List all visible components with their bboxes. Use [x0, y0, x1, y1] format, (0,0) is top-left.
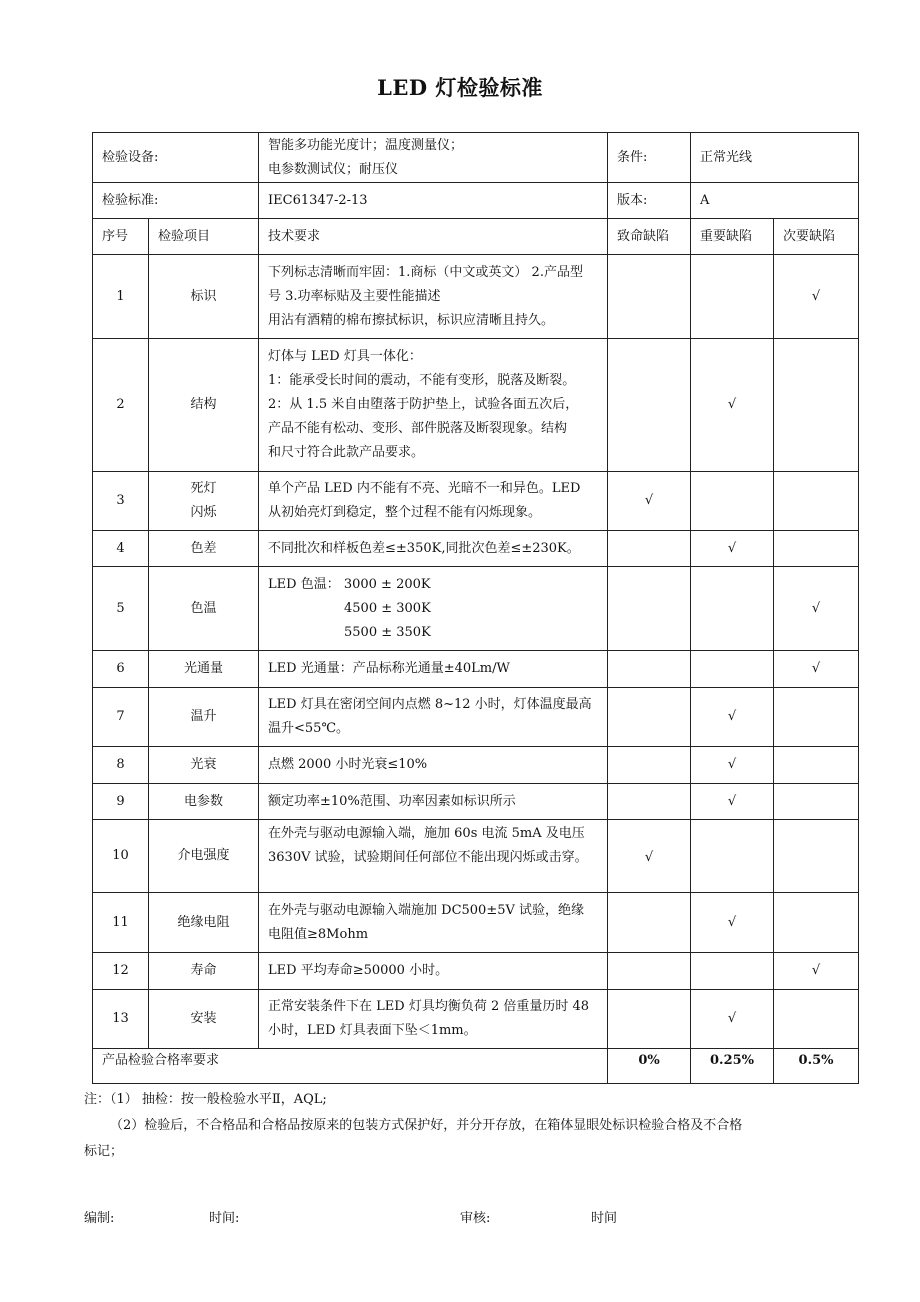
row-item: 色差	[149, 531, 259, 567]
critical-check	[608, 953, 691, 990]
summary-minor: 0.5%	[774, 1049, 859, 1084]
document-title: LED 灯检验标准	[377, 75, 543, 100]
equipment-row	[93, 133, 859, 183]
critical-check	[608, 990, 691, 1049]
row-no: 11	[93, 893, 149, 953]
summary-row	[93, 1049, 859, 1084]
row-requirement: 灯体与 LED 灯具一体化： 1：能承受长时间的震动，不能有变形，脱落及断裂。 2：从 1.5 米自由堕落于防护垫上，试验各面五次后， 产品不能有松动、变形、部件脱落及断裂现象。结构 和尺寸符合此款产品要求。	[259, 339, 608, 472]
row-no: 2	[93, 339, 149, 472]
col-major: 重要缺陷	[691, 219, 774, 255]
equipment-label: 检验设备:	[93, 133, 259, 183]
row-item: 介电强度	[149, 820, 259, 893]
row-item: 电参数	[149, 784, 259, 820]
col-requirement: 技术要求	[259, 219, 608, 255]
critical-check: √	[608, 820, 691, 893]
version-label: 版本:	[608, 183, 691, 219]
equipment-value: 智能多功能光度计；温度测量仪； 电参数测试仪；耐压仪	[259, 133, 608, 183]
row-item: 结构	[149, 339, 259, 472]
table-row	[93, 784, 859, 820]
col-minor: 次要缺陷	[774, 219, 859, 255]
inspection-table	[92, 132, 859, 1084]
row-requirement: 额定功率±10%范围、功率因素如标识所示	[259, 784, 608, 820]
row-no: 10	[93, 820, 149, 893]
minor-check	[774, 820, 859, 893]
table-row	[93, 820, 859, 893]
row-requirement: LED 色温： 3000 ± 200K 4500 ± 300K 5500 ± 350K	[259, 567, 608, 651]
minor-check: √	[774, 567, 859, 651]
critical-check	[608, 688, 691, 747]
row-item: 死灯 闪烁	[149, 472, 259, 531]
row-item: 光衰	[149, 747, 259, 784]
standard-label: 检验标准:	[93, 183, 259, 219]
minor-check	[774, 472, 859, 531]
minor-check: √	[774, 255, 859, 339]
table-row	[93, 531, 859, 567]
col-no: 序号	[93, 219, 149, 255]
row-requirement: LED 平均寿命≥50000 小时。	[259, 953, 608, 990]
major-check: √	[691, 893, 774, 953]
row-no: 7	[93, 688, 149, 747]
table-row	[93, 255, 859, 339]
summary-major: 0.25%	[691, 1049, 774, 1084]
col-critical: 致命缺陷	[608, 219, 691, 255]
row-item: 标识	[149, 255, 259, 339]
row-no: 4	[93, 531, 149, 567]
major-check: √	[691, 339, 774, 472]
table-row	[93, 339, 859, 472]
row-no: 6	[93, 651, 149, 688]
reviewed-time-label: 时间	[591, 1211, 618, 1226]
table-row	[93, 953, 859, 990]
row-no: 8	[93, 747, 149, 784]
summary-label: 产品检验合格率要求	[93, 1049, 608, 1084]
minor-check	[774, 747, 859, 784]
row-no: 3	[93, 472, 149, 531]
column-header-row	[93, 219, 859, 255]
table-row	[93, 688, 859, 747]
major-check: √	[691, 747, 774, 784]
major-check	[691, 651, 774, 688]
row-item: 温升	[149, 688, 259, 747]
row-requirement: LED 光通量：产品标称光通量±40Lm/W	[259, 651, 608, 688]
note-2-continued: 标记；	[84, 1144, 124, 1159]
prepared-by-label: 编制:	[84, 1211, 115, 1226]
critical-check: √	[608, 472, 691, 531]
reviewed-by-label: 审核:	[460, 1211, 491, 1226]
standard-value: IEC61347-2-13	[259, 183, 608, 219]
summary-critical: 0%	[608, 1049, 691, 1084]
row-requirement: 在外壳与驱动电源输入端施加 DC500±5V 试验，绝缘 电阻值≥8Mohm	[259, 893, 608, 953]
condition-value: 正常光线	[691, 133, 859, 183]
major-check	[691, 567, 774, 651]
major-check	[691, 953, 774, 990]
major-check	[691, 820, 774, 893]
note-2: （2）检验后，不合格品和合格品按原来的包装方式保护好，并分开存放，在箱体显眼处标识检验合格及不合格	[110, 1118, 743, 1133]
row-item: 寿命	[149, 953, 259, 990]
table-row	[93, 651, 859, 688]
row-no: 5	[93, 567, 149, 651]
row-no: 12	[93, 953, 149, 990]
row-item: 安装	[149, 990, 259, 1049]
row-item: 色温	[149, 567, 259, 651]
row-requirement: 正常安装条件下在 LED 灯具均衡负荷 2 倍重量历时 48 小时，LED 灯具表面下坠＜1mm。	[259, 990, 608, 1049]
critical-check	[608, 651, 691, 688]
col-item: 检验项目	[149, 219, 259, 255]
critical-check	[608, 747, 691, 784]
minor-check	[774, 784, 859, 820]
row-requirement: 下列标志清晰而牢固：1.商标（中文或英文） 2.产品型 号 3.功率标贴及主要性能描述 用沾有酒精的棉布擦拭标识，标识应清晰且持久。	[259, 255, 608, 339]
major-check	[691, 255, 774, 339]
row-no: 1	[93, 255, 149, 339]
row-requirement: LED 灯具在密闭空间内点燃 8~12 小时，灯体温度最高 温升<55℃。	[259, 688, 608, 747]
note-1: 注：（1） 抽检：按一般检验水平Ⅱ，AQL;	[84, 1092, 327, 1107]
critical-check	[608, 255, 691, 339]
row-item: 光通量	[149, 651, 259, 688]
minor-check	[774, 531, 859, 567]
prepared-time-label: 时间:	[209, 1211, 240, 1226]
table-row	[93, 893, 859, 953]
minor-check	[774, 893, 859, 953]
minor-check	[774, 688, 859, 747]
table-row	[93, 472, 859, 531]
minor-check	[774, 339, 859, 472]
table-row	[93, 567, 859, 651]
major-check: √	[691, 688, 774, 747]
row-no: 9	[93, 784, 149, 820]
standard-row	[93, 183, 859, 219]
critical-check	[608, 893, 691, 953]
condition-label: 条件:	[608, 133, 691, 183]
row-requirement: 点燃 2000 小时光衰≤10%	[259, 747, 608, 784]
critical-check	[608, 567, 691, 651]
row-requirement: 单个产品 LED 内不能有不亮、光暗不一和异色。LED 从初始亮灯到稳定，整个过程不能有闪烁现象。	[259, 472, 608, 531]
critical-check	[608, 531, 691, 567]
critical-check	[608, 784, 691, 820]
table-row	[93, 747, 859, 784]
row-requirement: 不同批次和样板色差≤±350K,同批次色差≤±230K。	[259, 531, 608, 567]
major-check: √	[691, 990, 774, 1049]
table-row	[93, 990, 859, 1049]
major-check: √	[691, 784, 774, 820]
notes	[84, 1087, 844, 1165]
minor-check	[774, 990, 859, 1049]
critical-check	[608, 339, 691, 472]
major-check: √	[691, 531, 774, 567]
minor-check: √	[774, 651, 859, 688]
major-check	[691, 472, 774, 531]
version-value: A	[691, 183, 859, 219]
row-item: 绝缘电阻	[149, 893, 259, 953]
row-no: 13	[93, 990, 149, 1049]
minor-check: √	[774, 953, 859, 990]
row-requirement: 在外壳与驱动电源输入端，施加 60s 电流 5mA 及电压 3630V 试验，试验期间任何部位不能出现闪烁或击穿。	[259, 820, 608, 893]
